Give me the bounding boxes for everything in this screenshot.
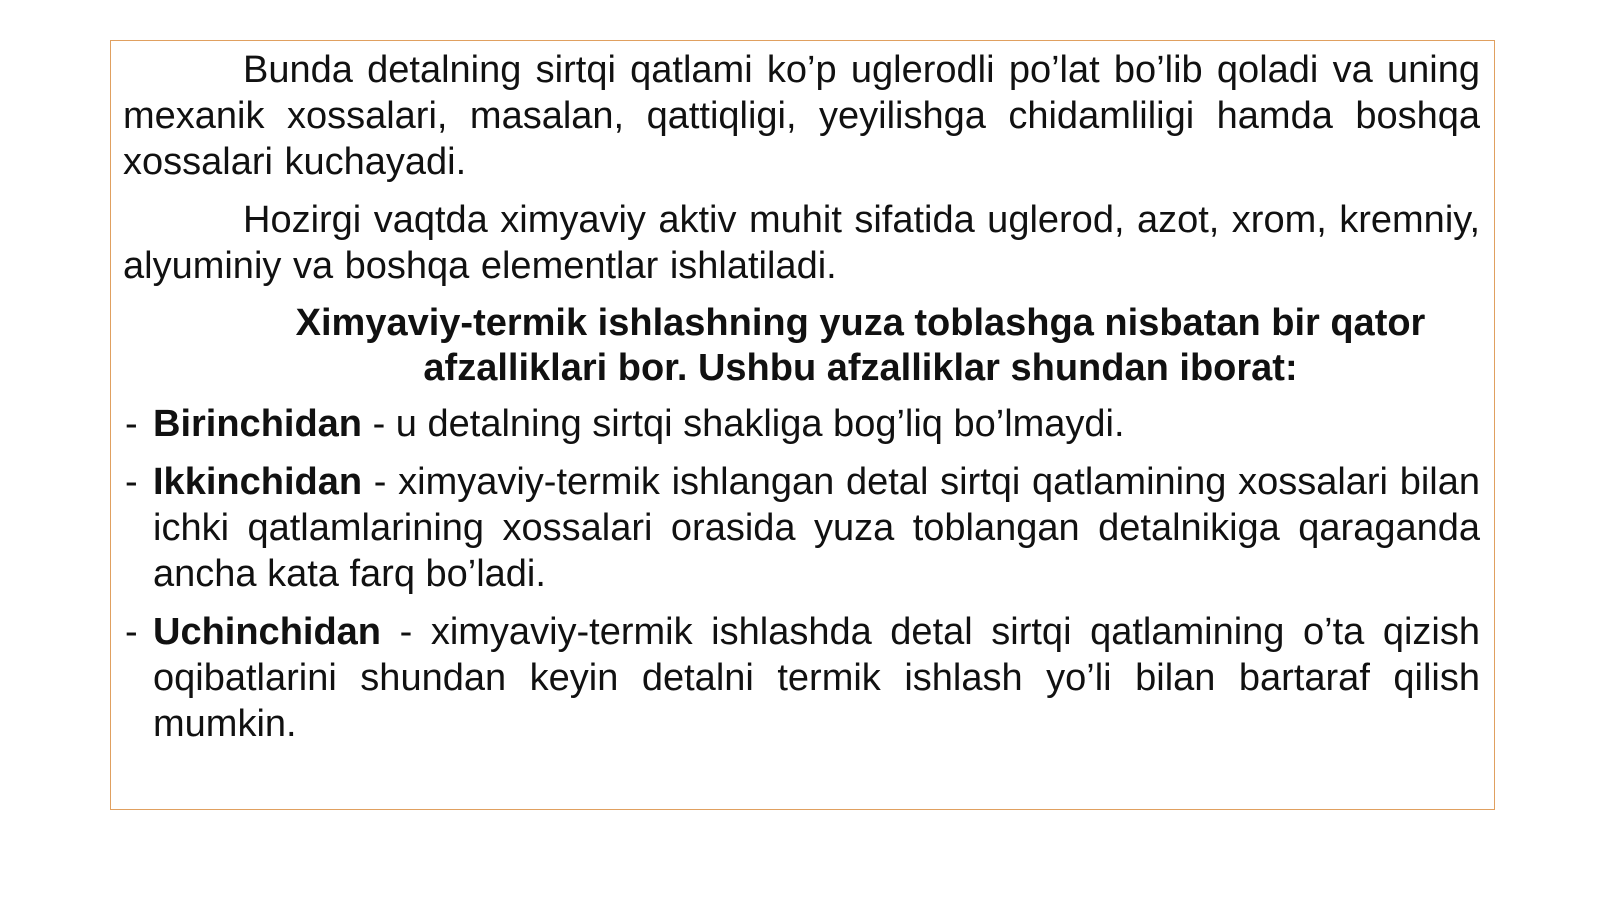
bullet-dash: - (125, 403, 138, 445)
bullet-text: - ximyaviy-termik ishlangan detal sirtqi qatlamining xossalari bilan ichki qatlamlarining xossalari orasida yuza toblangan detalnikiga qaraganda ancha kata farq bo’ladi. (153, 461, 1480, 595)
paragraph-surface-layer: Bunda detalning sirtqi qatlami ko’p uglerodli po’lat bo’lib qoladi va uning mexanik xossalari, masalan, qattiqligi, yeyilishga chidamliligi hamda boshqa xossalari kuchayadi. (123, 49, 1480, 183)
bullet-text: - u detalning sirtqi shakliga bog’liq bo’lmaydi. (362, 403, 1125, 445)
bullet-dash: - (125, 611, 138, 653)
bullet-term: Birinchidan (153, 403, 363, 445)
bullet-item-third (123, 609, 1480, 747)
paragraph-active-media: Hozirgi vaqtda ximyaviy aktiv muhit sifatida uglerod, azot, xrom, kremniy, alyuminiy va boshqa elementlar ishlatiladi. (123, 199, 1480, 287)
bullet-item-first (123, 401, 1480, 447)
bullet-term: Uchinchidan (153, 611, 382, 653)
advantages-heading: Ximyaviy-termik ishlashning yuza toblashga nisbatan bir qator afzalliklari bor. Ushbu afzalliklar shundan iborat: (295, 302, 1426, 389)
bullet-item-second (123, 459, 1480, 597)
bullet-dash: - (125, 461, 138, 503)
bullet-text: - ximyaviy-termik ishlashda detal sirtqi qatlamining o’ta qizish oqibatlarini shundan keyin detalni termik ishlash yo’li bilan bartaraf qilish mumkin. (153, 611, 1480, 745)
slide-text-frame (110, 40, 1495, 810)
bullet-term: Ikkinchidan (153, 461, 363, 503)
